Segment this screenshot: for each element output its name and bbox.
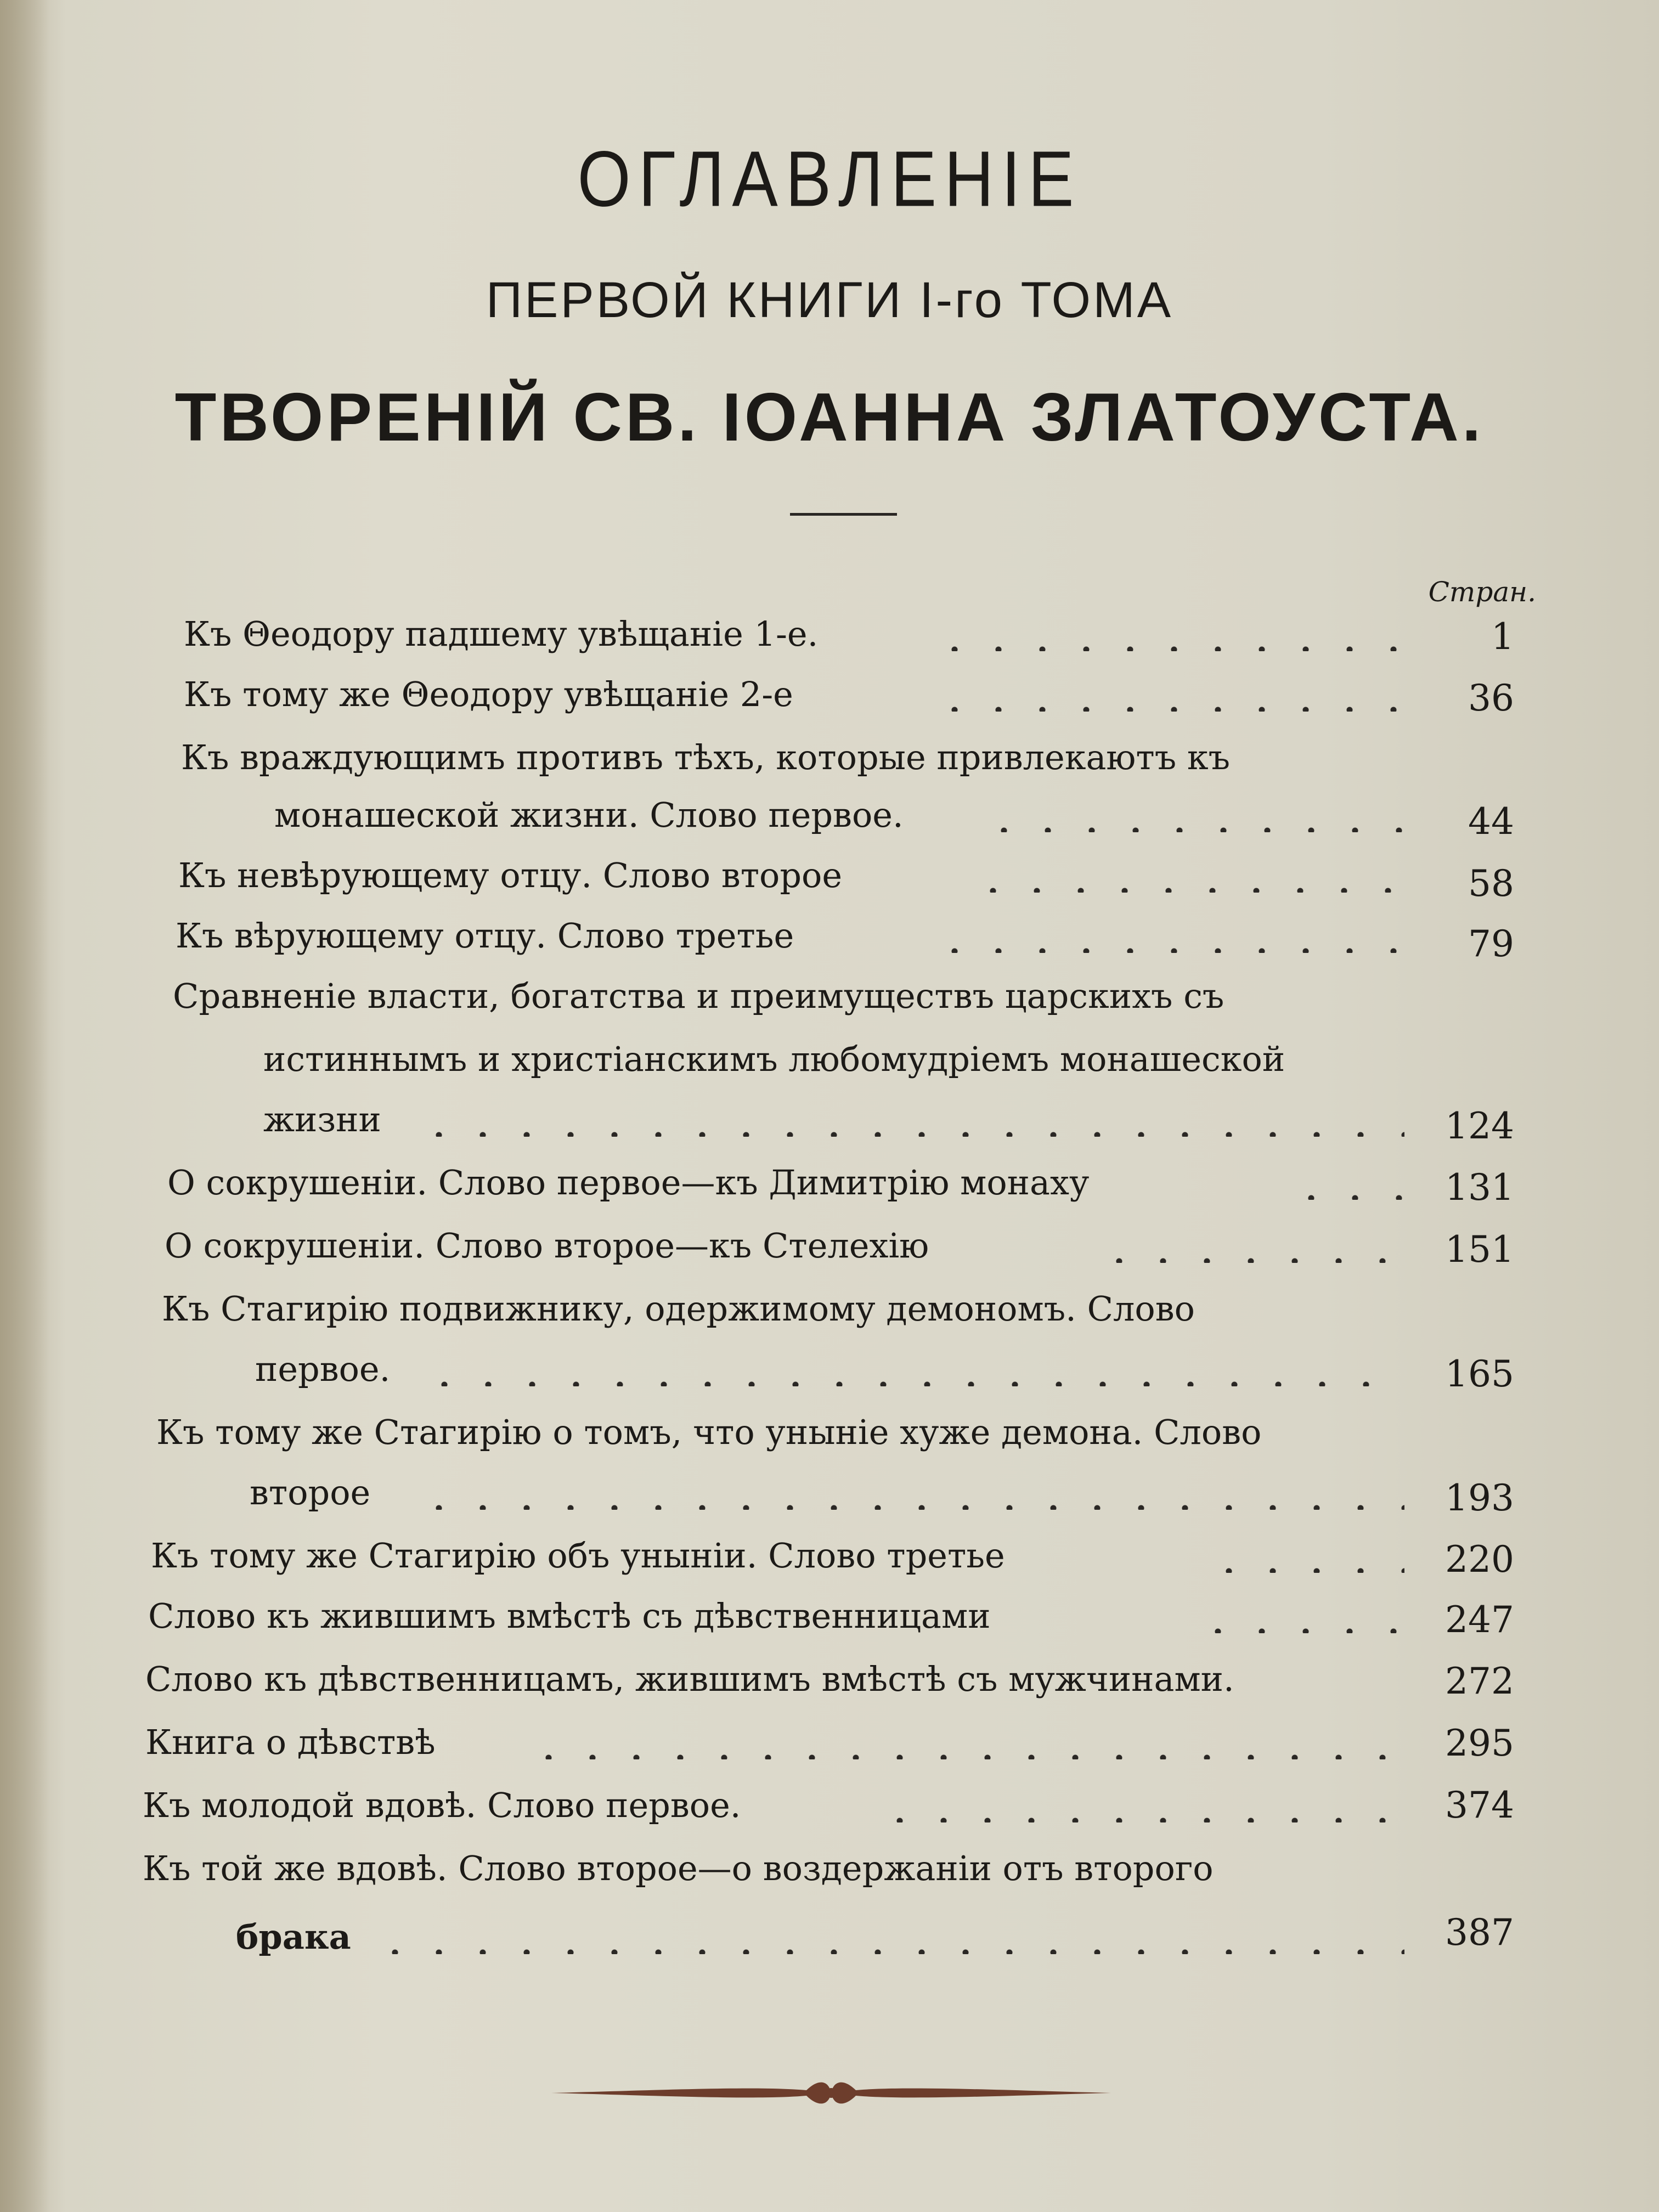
toc-entry-text: Къ враждующимъ противъ тѣхъ, которые привлекаютъ къ: [181, 737, 1231, 777]
toc-entry-page: 79: [1468, 923, 1514, 965]
toc-entry-text-cont: брака: [236, 1917, 351, 1957]
dot-leader: [422, 1352, 1404, 1386]
toc-entry-page: 58: [1468, 862, 1514, 905]
toc-entry-page: 124: [1445, 1105, 1514, 1147]
work-title: ТВОРЕНIЙ СВ. IОАННА ЗЛАТОУСТА.: [174, 380, 1485, 455]
toc-entry-text-cont: жизни: [263, 1099, 381, 1139]
toc-entry-text: Сравненiе власти, богатства и преимуществъ царскихъ съ: [173, 976, 1224, 1016]
dot-leader: [417, 1476, 1404, 1510]
toc-entry-text: О сокрушенiи. Слово второе—къ Стелехiю: [165, 1226, 929, 1266]
toc-entry-page: 247: [1445, 1599, 1514, 1641]
toc-entry-text: Къ вѣрующему отцу. Слово третье: [176, 916, 794, 956]
toc-entry-page: 165: [1445, 1353, 1514, 1395]
toc-subtitle: ПЕРВОЙ КНИГИ I-го ТОМА: [486, 272, 1173, 328]
toc-entry-text: Къ тому же Стагирiю о томъ, что унынiе хуже демона. Слово: [156, 1412, 1262, 1452]
decorative-ornament-icon: [549, 2074, 1114, 2112]
toc-entry-text-cont: истиннымъ и христiанскимъ любомудрiемъ монашеской: [263, 1039, 1285, 1079]
toc-entry-text-cont: второе: [250, 1472, 371, 1513]
dot-leader: [982, 798, 1404, 832]
toc-entry-text: Слово къ жившимъ вмѣстѣ съ дѣвственницами: [148, 1596, 991, 1636]
toc-entry-page: 1: [1491, 616, 1514, 658]
toc-entry-text: Къ невѣрующему отцу. Слово второе: [178, 855, 843, 895]
toc-entry-text: О сокрушенiи. Слово первое—къ Димитрiю монаху: [167, 1163, 1090, 1203]
page-column-header: Стран.: [1428, 576, 1536, 608]
dot-leader: [373, 1920, 1404, 1954]
toc-entry-page: 151: [1445, 1228, 1514, 1271]
toc-entry-text: Къ Θеодору падшему увѣщанiе 1-е.: [184, 614, 819, 654]
toc-entry-text: Слово къ дѣвственницамъ, жившимъ вмѣстѣ съ мужчинами.: [145, 1659, 1234, 1699]
toc-entry-page: 44: [1468, 800, 1514, 843]
dot-leader: [971, 859, 1404, 893]
toc-entry-text-cont: монашеской жизни. Слово первое.: [274, 795, 904, 835]
dot-leader: [1097, 1229, 1404, 1263]
toc-entry-page: 193: [1445, 1477, 1514, 1519]
dot-leader: [933, 617, 1404, 651]
dot-leader: [933, 678, 1404, 712]
toc-entry-text: Книга о дѣвствѣ: [145, 1722, 436, 1762]
dot-leader: [933, 919, 1404, 953]
toc-entry-page: 374: [1445, 1784, 1514, 1826]
toc-entry-page: 131: [1445, 1166, 1514, 1209]
dot-leader: [1196, 1599, 1404, 1633]
toc-entry-page: 387: [1445, 1911, 1514, 1954]
toc-entry-text: Къ Стагирiю подвижнику, одержимому демономъ. Слово: [162, 1289, 1195, 1329]
dot-leader: [878, 1788, 1404, 1822]
toc-entry-page: 295: [1445, 1722, 1514, 1764]
toc-entry-text-cont: первое.: [255, 1349, 391, 1389]
toc-entry-page: 272: [1445, 1660, 1514, 1702]
toc-entry-text: Къ тому же Стагирiю объ унынiи. Слово третье: [151, 1536, 1005, 1576]
toc-entry-text: Къ тому же Θеодору увѣщанiе 2-е: [184, 674, 793, 714]
dot-leader: [1207, 1539, 1404, 1573]
toc-title: ОГЛАВЛЕНIЕ: [577, 135, 1082, 223]
toc-entry-text: Къ молодой вдовѣ. Слово первое.: [143, 1785, 741, 1825]
toc-entry-page: 36: [1468, 677, 1514, 719]
dot-leader: [1289, 1166, 1404, 1200]
toc-entry-page: 220: [1445, 1538, 1514, 1581]
dot-leader: [417, 1103, 1404, 1137]
toc-entry-text: Къ той же вдовѣ. Слово второе—о воздержанiи отъ второго: [143, 1848, 1214, 1888]
dot-leader: [527, 1725, 1404, 1759]
